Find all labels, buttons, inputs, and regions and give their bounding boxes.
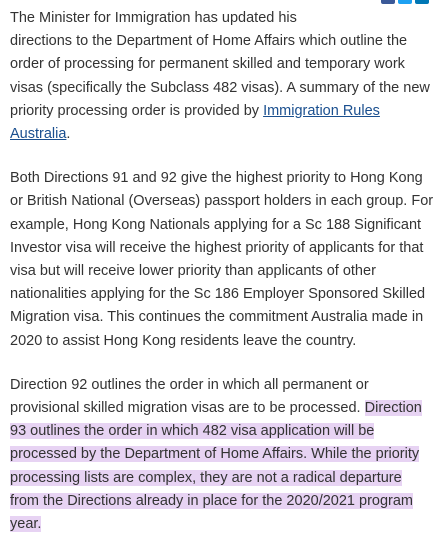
- paragraph-first-line: The Minister for Immigration has updated his: [10, 10, 297, 26]
- paragraph-hong-kong-priority: Both Directions 91 and 92 give the highest priority to Hong Kong or British National (Overseas) passport holders in each group. For example, Hong Kong Nationals applying for a Sc 188 Significant Investor visa will receive the highest priority of applicants for that visa but will receive lower priority than applicants of other nationalities applying for the Sc 186 Employer Sponsored Skilled Migration visa. This continues the commitment Australia made in 2020 to assist Hong Kong residents leave the country.: [10, 170, 434, 349]
- share-bar: [381, 0, 429, 4]
- paragraph-text-end: .: [66, 126, 71, 143]
- paragraph-direction-93: [10, 374, 434, 536]
- immigration-rules-link[interactable]: Immigration Rules Australia: [10, 102, 380, 143]
- paragraph-directions-update: [10, 7, 434, 146]
- paragraph-text: Direction 92 outlines the order in which all permanent or provisional skilled migration visas are to be processed.: [10, 376, 369, 417]
- paragraph-text: directions to the Department of Home Affairs which outline the order of processing for permanent skilled and temporary work visas (specifically the Subclass 482 visas). A summary of the new priority processing order is provided by: [10, 33, 430, 119]
- highlighted-text: Direction 93 outlines the order in which 482 visa application will be processed by the Department of Home Affairs. While the priority processing lists are complex, they are not a radical departure from the Directions already in place for the 2020/2021 program year.: [10, 400, 422, 533]
- article-body: [10, 7, 434, 557]
- twitter-icon[interactable]: [398, 0, 412, 4]
- linkedin-icon[interactable]: [415, 0, 429, 4]
- facebook-icon[interactable]: [381, 0, 395, 4]
